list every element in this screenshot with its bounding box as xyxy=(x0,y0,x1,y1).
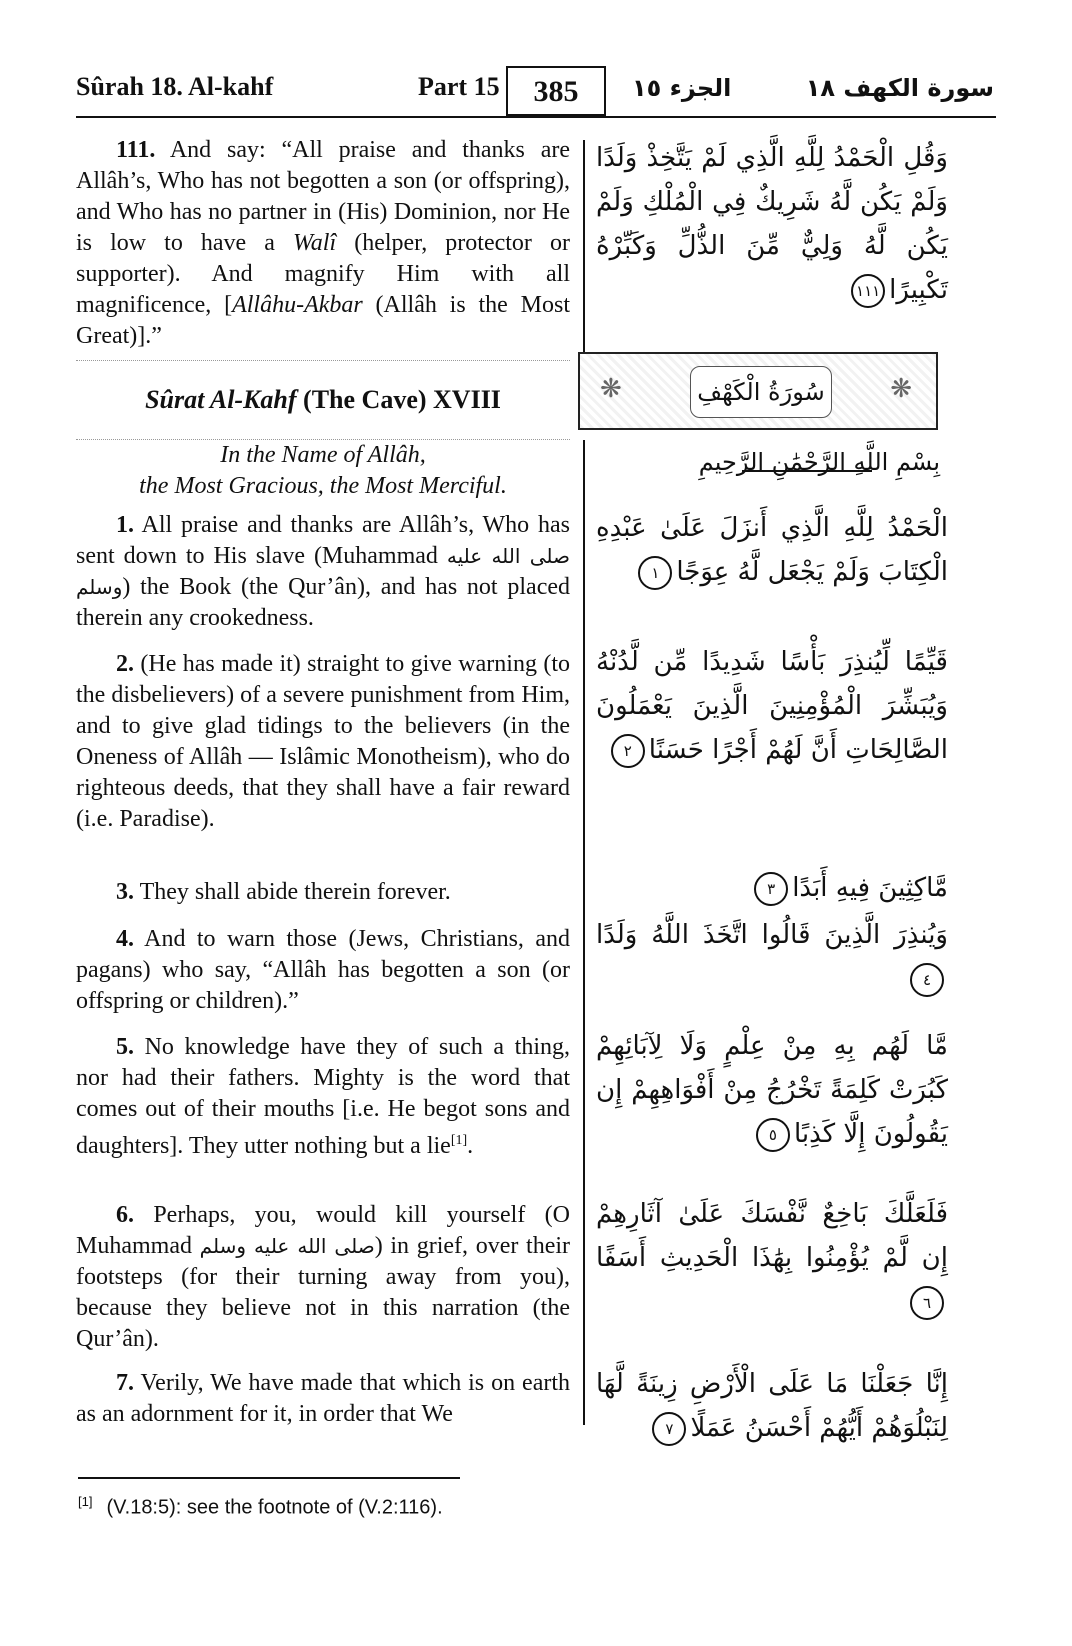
verse-5-english: 5. No knowledge have they of such a thing, nor had their fathers. Mighty is the word that comes out of their mouths [i.e. He begot sons and daughters]. They utter nothing but a lie[1]. xyxy=(76,1034,570,1159)
salawat-inline: صلى الله عليه وسلم xyxy=(76,544,570,599)
verse-number: 111. xyxy=(116,137,156,163)
verse-7-arabic: إِنَّا جَعَلْنَا مَا عَلَى الْأَرْضِ زِينَةً لَّهَا لِنَبْلُوَهُمْ أَيُّهُمْ أَحْسَنُ عَمَلًا٧ xyxy=(596,1362,948,1450)
verse-6-arabic: فَلَعَلَّكَ بَاخِعٌ نَّفْسَكَ عَلَىٰ آثَارِهِمْ إِن لَّمْ يُؤْمِنُوا بِهَٰذَا الْحَدِيثِ أَسَفًا٦ xyxy=(596,1192,948,1324)
surah-title-banner xyxy=(578,352,938,430)
verse-6-english: 6. Perhaps, you, would kill yourself (O Muhammad صلى الله عليه وسلم) in grief, over their footsteps (for their turning away from you), because they believe not in this narration (the Qur’ân). xyxy=(76,1202,571,1352)
verse-1-arabic: الْحَمْدُ لِلَّهِ الَّذِي أَنزَلَ عَلَىٰ عَبْدِهِ الْكِتَابَ وَلَمْ يَجْعَل لَّهُ عِوَجًا١ xyxy=(596,506,948,594)
verse-2-english: 2. (He has made it) straight to give warning (to the disbelievers) of a severe punishment from Him, and to give glad tidings to the believers (in the Oneness of Allâh — Islâmic Monotheism), who do righteous deeds, that they shall have a fair reward (i.e. Paradise). xyxy=(76,651,570,832)
header-surah-arabic: سورة الكهف ١٨ xyxy=(805,74,994,102)
header-juz-arabic: الجزء ١٥ xyxy=(632,74,732,102)
verse-111-english: 111. And say: “All praise and thanks are Allâh’s, Who has not begotten a son (or offspring), and Who has no partner in (His) Dominion, nor He is low to have a Walî (helper, protector or supporter). And magnify Him with all magnificence, [Allâhu-Akbar (Allâh is the Most Great)].” xyxy=(76,137,570,349)
salawat-inline: صلى الله عليه وسلم xyxy=(199,1234,375,1258)
verse-3-english: 3. They shall abide therein forever. xyxy=(116,879,451,905)
ayah-end-marker: ٤ xyxy=(910,963,944,997)
ayah-end-marker: ٦ xyxy=(910,1286,944,1320)
verse-1-english: 1. All praise and thanks are Allâh’s, Who has sent down to His slave (Muhammad صلى الله عليه وسلم) the Book (the Qur’ân), and has not placed therein any crookedness. xyxy=(76,512,570,631)
ayah-end-marker: ٣ xyxy=(754,872,788,906)
verse-3-arabic: مَّاكِثِينَ فِيهِ أَبَدًا٣ xyxy=(596,866,948,910)
footnote-rule xyxy=(78,1477,460,1479)
ayah-end-marker: ١١١ xyxy=(851,274,885,308)
verse-2-arabic: قَيِّمًا لِّيُنذِرَ بَأْسًا شَدِيدًا مِّن لَّدُنْهُ وَيُبَشِّرَ الْمُؤْمِنِينَ الَّذِينَ يَعْمَلُونَ الصَّالِحَاتِ أَنَّ لَهُمْ أَجْرًا حَسَنًا٢ xyxy=(596,640,948,772)
verse-111-arabic: وَقُلِ الْحَمْدُ لِلَّهِ الَّذِي لَمْ يَتَّخِذْ وَلَدًا وَلَمْ يَكُن لَّهُ شَرِيكٌ فِي الْمُلْكِ وَلَمْ يَكُن لَّهُ وَلِيٌّ مِّنَ الذُّلِّ وَكَبِّرْهُ تَكْبِيرًا١١١ xyxy=(596,136,948,312)
ayah-end-marker: ٧ xyxy=(652,1412,686,1446)
verse-4-arabic: وَيُنذِرَ الَّذِينَ قَالُوا اتَّخَذَ اللَّهُ وَلَدًا٤ xyxy=(596,913,948,1001)
bismillah-english: In the Name of Allâh, the Most Gracious, the Most Merciful. xyxy=(139,442,507,499)
ornament-icon: ❋ xyxy=(890,374,912,403)
bismillah-arabic: بِسْمِ اللَّهِ الرَّحْمَٰنِ الرَّحِيمِ xyxy=(698,448,940,476)
verse-4-english: 4. And to warn those (Jews, Christians, and pagans) who say, “Allâh has begotten a son (or offspring or children).” xyxy=(76,926,570,1014)
header-rule xyxy=(76,116,996,118)
surah-title-english: Sûrat Al-Kahf (The Cave) XVIII xyxy=(76,360,570,440)
ayah-end-marker: ٢ xyxy=(611,734,645,768)
footnote-marker: [1] xyxy=(78,1494,93,1509)
footnote-ref[interactable]: [1] xyxy=(450,1133,468,1148)
bismillah-stroke xyxy=(742,470,872,472)
column-divider xyxy=(583,140,585,352)
ornament-icon: ❋ xyxy=(600,374,622,403)
header-part: Part 15 xyxy=(418,72,500,101)
header-surah-title: Sûrah 18. Al-kahf xyxy=(76,72,274,101)
column-divider xyxy=(583,440,585,1425)
page-number: 385 xyxy=(506,66,606,116)
surah-title-arabic: سُورَةُ الْكَهْفِ xyxy=(690,366,832,418)
verse-5-arabic: مَّا لَهُم بِهِ مِنْ عِلْمٍ وَلَا لِآبَائِهِمْ كَبُرَتْ كَلِمَةً تَخْرُجُ مِنْ أَفْوَاهِهِمْ إِن يَقُولُونَ إِلَّا كَذِبًا٥ xyxy=(596,1024,948,1156)
footnote: [1] (V.18:5): see the footnote of (V.2:116). xyxy=(78,1494,443,1519)
ayah-end-marker: ١ xyxy=(638,556,672,590)
ayah-end-marker: ٥ xyxy=(756,1118,790,1152)
verse-7-english: 7. Verily, We have made that which is on earth as an adornment for it, in order that We xyxy=(76,1370,570,1427)
